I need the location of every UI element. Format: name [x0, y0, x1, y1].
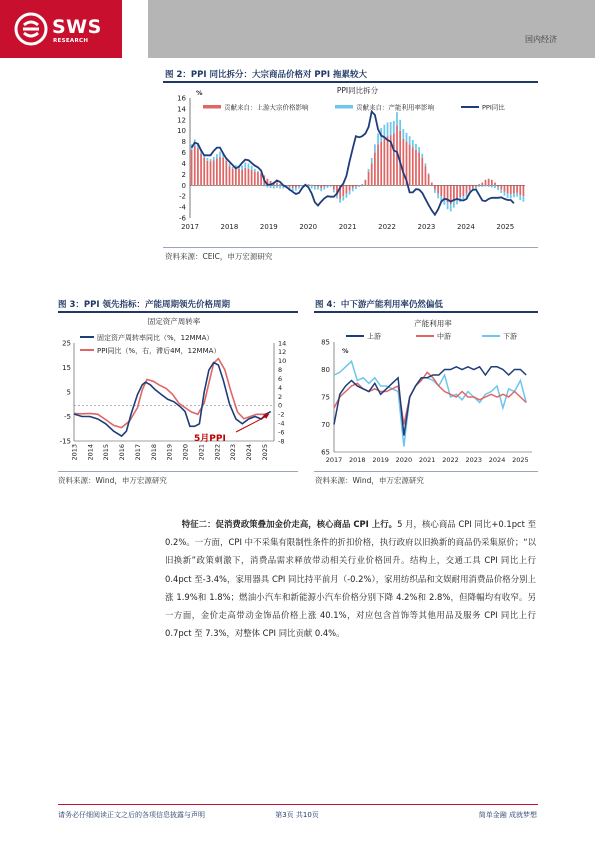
fig2-bar-capacity — [507, 193, 509, 197]
fig2-bar-capacity — [311, 185, 313, 188]
fig2-bar-upstream — [197, 148, 199, 185]
fig3-xtick-label: 2024 — [245, 444, 254, 461]
fig3-xtick-label: 2018 — [149, 444, 158, 461]
fig4-xtick-label: 2024 — [488, 456, 506, 464]
fig4-source: 资料来源：Wind，申万宏源研究 — [315, 476, 424, 485]
fig2-bar-upstream — [225, 161, 227, 186]
fig2-bar-capacity — [327, 186, 329, 188]
fig2-bar-upstream — [472, 185, 474, 188]
fig2-bar-upstream — [346, 185, 348, 193]
fig4-ytick-label: 75 — [321, 393, 330, 402]
fig3-ytick-right: 8 — [278, 366, 283, 375]
fig3-legend-turnover: 固定资产周转率同比（%，12MMA） — [97, 334, 214, 342]
fig2-bar-capacity — [393, 121, 395, 134]
fig2-bar-upstream — [497, 185, 499, 187]
fig2-ytick-label: -2 — [179, 192, 186, 201]
sws-logo-icon — [14, 12, 48, 46]
fig3-ytick-right: 6 — [278, 374, 283, 383]
fig4-chart — [314, 314, 538, 468]
fig2-bar-upstream — [311, 185, 313, 186]
fig2-bar-capacity — [425, 163, 427, 166]
fig2-bar-capacity — [270, 185, 272, 188]
fig2-bar-capacity — [453, 202, 455, 208]
fig3-xtick-label: 2021 — [197, 444, 206, 461]
fig2-legend-capacity: 贡献来自：产能利用率影响 — [356, 103, 434, 112]
fig2-bar-capacity — [481, 185, 483, 187]
fig2-bar-upstream — [466, 185, 468, 193]
fig4-xtick-label: 2020 — [395, 456, 413, 464]
fig2-xtick-label: 2017 — [181, 223, 199, 231]
fig3-ytick-left: 15 — [62, 364, 71, 372]
fig2-bar-capacity — [314, 186, 316, 189]
fig2-bar-upstream — [421, 158, 423, 185]
fig2-bar-capacity — [390, 122, 392, 135]
fig4-xtick-label: 2017 — [325, 456, 343, 464]
fig2-bar-upstream — [415, 150, 417, 185]
fig2-bar-capacity — [352, 188, 354, 191]
fig2-bar-upstream — [317, 185, 319, 187]
fig4-caption: 图 4：中下游产能利用率仍然偏低 — [315, 300, 443, 310]
fig3-ytick-right: 10 — [278, 357, 287, 366]
fig2-bar-capacity — [267, 185, 269, 187]
fig2-bar-upstream — [425, 166, 427, 185]
fig2-bar-capacity — [488, 185, 490, 187]
fig3-ytick-left: 25 — [62, 339, 71, 348]
fig2-bar-upstream — [349, 185, 351, 190]
fig2-bar-upstream — [295, 185, 297, 187]
fig4-xtick-label: 2022 — [442, 456, 459, 464]
fig2-bar-capacity — [361, 185, 363, 186]
fig3-ytick-right: -8 — [278, 437, 285, 446]
fig2-bar-upstream — [519, 185, 521, 195]
fig3-xtick-label: 2017 — [133, 444, 142, 461]
fig3-ytick-left: -15 — [59, 437, 71, 446]
fig2-bar-upstream — [481, 183, 483, 186]
fig4-xtick-label: 2025 — [512, 456, 529, 464]
fig4-xtick-label: 2019 — [372, 456, 389, 464]
paragraph-body: 5 月，核心商品 CPI 同比+0.1pct 至 0.2%。一方面，CPI 中不采集有限制性条件的折扣价格，执行政府以旧换新的商品仍采集原价；“以旧换新”政策刺激下，消费品需求释放带动相关行业价格回升。结构上，交通工具 CPI 同比上行 0.4pct 至-3.4%，家用器具 CPI 同比持平前月（-0.2%），家用纺织品和文娱耐用消费品价格分别上涨 1.9%和 1.8%；燃油小汽车和新能源小汽车价格分别下降 4.2%和 2.8%，但降幅均有收窄。另一方面，金价走高带动金饰品价格上涨 40.1%，对应包含首饰等其他用品及服务 CPI 同比上行 0.7pct 至 7.3%，对整体 CPI 同比贡献 0.4%。 — [165, 519, 536, 639]
fig4-xtick-label: 2018 — [349, 456, 366, 464]
fig2-bar-upstream — [289, 185, 291, 187]
fig2-caption: 图 2：PPI 同比拆分：大宗商品价格对 PPI 拖累较大 — [165, 70, 367, 80]
fig2-bar-upstream — [456, 185, 458, 199]
fig3-xtick-label: 2019 — [165, 444, 174, 461]
fig2-bar-capacity — [358, 185, 360, 187]
header-gray-bar — [148, 0, 595, 58]
fig2-bar-capacity — [434, 190, 436, 193]
fig2-bar-upstream — [434, 185, 436, 189]
fig2-bar-capacity — [216, 154, 218, 158]
fig2-bar-upstream — [213, 160, 215, 185]
fig3-xtick-label: 2016 — [118, 444, 127, 461]
fig2-bar-upstream — [374, 153, 376, 186]
fig2-bar-upstream — [292, 185, 294, 188]
fig2-bar-capacity — [516, 193, 518, 197]
fig2-bar-capacity — [402, 129, 404, 139]
fig2-bar-upstream — [276, 183, 278, 186]
fig2-bar-capacity — [241, 166, 243, 170]
fig3-ytick-right: -4 — [278, 419, 285, 428]
fig2-bar-upstream — [523, 185, 525, 196]
fig2-bar-upstream — [418, 153, 420, 186]
fig3-line-turnover — [74, 363, 271, 437]
fig3-xtick-label: 2014 — [86, 444, 95, 461]
fig2-bar-upstream — [504, 185, 506, 192]
fig3-xtick-label: 2015 — [102, 444, 111, 461]
fig2-bar-upstream — [342, 185, 344, 196]
fig2-bar-capacity — [412, 140, 414, 147]
fig2-bar-capacity — [336, 195, 338, 198]
fig3-chart — [58, 314, 298, 468]
fig2-bar-upstream — [513, 185, 515, 193]
fig2-bar-upstream — [216, 159, 218, 186]
fig2-bar-capacity — [478, 185, 480, 187]
fig2-xtick-label: 2019 — [259, 223, 278, 231]
fig2-bar-capacity — [346, 193, 348, 197]
fig2-bar-capacity — [219, 151, 221, 156]
fig2-bar-capacity — [248, 163, 250, 168]
fig3-xtick-label: 2023 — [229, 444, 238, 461]
fig2-bar-capacity — [317, 187, 319, 190]
fig3-xtick-label: 2020 — [181, 444, 190, 461]
fig2-chart-title: PPI同比拆分 — [336, 86, 379, 95]
fig4-ytick-label: 80 — [321, 366, 330, 374]
fig2-bar-upstream — [469, 185, 471, 190]
fig2-ytick-label: -6 — [179, 214, 186, 223]
fig2-bar-upstream — [488, 179, 490, 186]
fig2-ytick-label: 4 — [181, 159, 186, 168]
fig4-xtick-label: 2023 — [465, 456, 483, 464]
fig2-bar-upstream — [203, 158, 205, 185]
fig2-ytick-label: 10 — [177, 127, 186, 136]
fig4-ytick-label: 70 — [321, 421, 330, 429]
fig3-ytick-right: 2 — [278, 392, 283, 401]
fig2-bar-upstream — [355, 185, 357, 186]
fig2-bar-upstream — [251, 170, 253, 185]
fig2-bar-capacity — [485, 185, 487, 186]
fig2-bar-capacity — [213, 157, 215, 160]
fig2-bar-upstream — [210, 161, 212, 185]
fig2-bar-capacity — [450, 204, 452, 211]
fig3-ytick-right: -6 — [278, 428, 285, 437]
fig2-source: 资料来源：CEIC，申万宏源研究 — [165, 252, 273, 261]
fig3-xtick-label: 2013 — [70, 444, 79, 461]
fig2-bar-capacity — [232, 167, 234, 169]
fig2-bar-upstream — [248, 169, 250, 185]
fig2-bar-upstream — [219, 157, 221, 185]
fig2-bar-capacity — [371, 158, 373, 163]
fig2-bar-upstream — [238, 169, 240, 185]
fig2-legend-upstream: 贡献来自：上游大宗价格影响 — [224, 103, 309, 112]
footer-disclaimer: 请务必仔细阅读正文之后的各项信息披露与声明 — [58, 811, 205, 819]
fig2-bar-capacity — [333, 190, 335, 193]
fig2-bar-upstream — [377, 144, 379, 185]
fig2-bar-capacity — [428, 173, 430, 174]
fig2-bar-capacity — [447, 203, 449, 210]
fig2-bar-capacity — [210, 159, 212, 161]
fig2-bar-upstream — [308, 184, 310, 185]
fig2-bar-upstream — [428, 174, 430, 185]
fig2-legend-swatch-capacity — [335, 105, 353, 109]
logo-text: SWS — [52, 16, 102, 38]
fig3-ytick-right: -2 — [278, 410, 285, 419]
fig2-bar-upstream — [235, 168, 237, 185]
fig4-ytick-label: 85 — [321, 338, 330, 347]
fig2-bar-upstream — [323, 185, 325, 187]
fig3-ytick-right: 12 — [278, 348, 287, 357]
fig2-legend-ppi: PPI同比 — [482, 103, 505, 112]
fig2-bar-upstream — [320, 185, 322, 188]
fig2-bar-upstream — [393, 133, 395, 185]
fig2-bar-capacity — [323, 187, 325, 190]
fig2-bar-upstream — [516, 185, 518, 193]
fig2-bar-upstream — [298, 185, 300, 186]
fig2-bar-capacity — [523, 196, 525, 201]
fig2-bar-capacity — [349, 191, 351, 195]
fig2-bar-capacity — [295, 187, 297, 190]
fig2-xtick-label: 2020 — [299, 223, 318, 231]
fig3-legend-ppi: PPI同比（%，右，滞后4M，12MMA） — [97, 347, 221, 355]
fig2-bar-upstream — [222, 158, 224, 185]
fig2-bar-capacity — [374, 144, 376, 152]
fig2-bar-capacity — [409, 136, 411, 144]
fig2-bar-capacity — [437, 193, 439, 198]
fig2-bar-upstream — [485, 180, 487, 185]
fig4-ytick-label: 65 — [321, 448, 330, 457]
fig2-legend-swatch-upstream — [203, 105, 221, 109]
fig2-ytick-label: -4 — [179, 203, 186, 212]
fig2-bar-upstream — [229, 166, 231, 185]
fig4-xtick-label: 2021 — [418, 456, 436, 464]
fig2-bar-upstream — [402, 139, 404, 185]
fig2-unit-label: % — [196, 89, 203, 97]
fig3-ytick-left: 5 — [66, 388, 71, 397]
fig2-bar-upstream — [207, 161, 209, 186]
fig4-unit-label: % — [342, 347, 349, 355]
fig2-bar-upstream — [241, 170, 243, 185]
fig2-bar-upstream — [365, 180, 367, 185]
fig2-xtick-label: 2025 — [496, 223, 515, 231]
fig2-ytick-label: 0 — [181, 181, 186, 190]
fig3-chart-title: 固定资产周转率 — [147, 317, 201, 326]
fig2-bar-upstream — [494, 183, 496, 186]
fig2-bar-upstream — [507, 185, 509, 193]
fig2-bar-capacity — [497, 187, 499, 190]
fig2-bar-upstream — [412, 147, 414, 185]
fig3-ytick-right: 14 — [278, 339, 287, 348]
fig2-bar-upstream — [368, 172, 370, 186]
fig2-xtick-label: 2018 — [220, 223, 239, 231]
fig3-xtick-label: 2025 — [260, 444, 269, 461]
fig2-ytick-label: 12 — [177, 116, 186, 125]
logo-subtext: RESEARCH — [53, 38, 89, 44]
fig2-bar-upstream — [409, 144, 411, 185]
fig2-bar-upstream — [314, 185, 316, 186]
fig2-bar-capacity — [330, 185, 332, 187]
fig2-bar-capacity — [298, 186, 300, 188]
fig2-bar-upstream — [200, 154, 202, 186]
section-label: 国内经济 — [525, 35, 557, 44]
fig2-bar-upstream — [500, 185, 502, 189]
fig2-ytick-label: 8 — [181, 138, 186, 147]
fig2-bar-upstream — [437, 185, 439, 193]
fig2-bar-upstream — [191, 150, 193, 185]
fig2-bar-capacity — [500, 190, 502, 193]
fig2-ytick-label: 16 — [177, 94, 186, 103]
fig2-bar-capacity — [251, 166, 253, 170]
fig2-bar-capacity — [510, 194, 512, 198]
fig2-bar-upstream — [232, 169, 234, 185]
fig2-bar-upstream — [361, 184, 363, 185]
fig2-bar-upstream — [491, 180, 493, 185]
fig2-xtick-label: 2021 — [338, 223, 357, 231]
fig2-bar-capacity — [418, 147, 420, 152]
fig2-bar-upstream — [244, 168, 246, 185]
body-paragraph — [165, 515, 536, 642]
fig2-bar-capacity — [406, 133, 408, 142]
fig2-bar-capacity — [377, 133, 379, 144]
fig2-bar-upstream — [459, 185, 461, 197]
fig2-ytick-label: 6 — [181, 149, 186, 158]
fig3-annotation: 5月PPI — [194, 434, 226, 444]
fig2-xtick-label: 2023 — [417, 223, 436, 231]
fig3-line-ppi — [74, 359, 269, 428]
fig2-bar-capacity — [244, 162, 246, 167]
fig2-ytick-label: 14 — [177, 105, 186, 114]
fig2-bar-capacity — [387, 123, 389, 137]
fig2-bar-capacity — [273, 185, 275, 188]
fig2-bar-upstream — [352, 185, 354, 188]
fig2-xtick-label: 2022 — [378, 223, 396, 231]
fig2-bar-upstream — [254, 172, 256, 186]
fig2-bar-upstream — [327, 185, 329, 186]
fig2-bar-capacity — [207, 158, 209, 161]
fig2-bar-upstream — [387, 136, 389, 185]
fig2-bar-capacity — [399, 120, 401, 131]
fig2-bar-capacity — [339, 199, 341, 203]
fig2-bar-upstream — [333, 185, 335, 189]
fig2-bar-upstream — [383, 139, 385, 185]
fig2-bar-upstream — [444, 185, 446, 199]
fig2-xtick-label: 2024 — [456, 223, 475, 231]
fig2-bar-upstream — [463, 185, 465, 196]
fig2-bar-capacity — [504, 192, 506, 196]
fig3-source: 资料来源：Wind，申万宏源研究 — [58, 476, 167, 485]
fig4-legend-label-0: 上游 — [367, 332, 381, 341]
fig2-bar-capacity — [263, 185, 265, 186]
fig2-ytick-label: 2 — [181, 170, 186, 179]
fig2-bar-upstream — [510, 185, 512, 194]
fig2-bar-capacity — [415, 144, 417, 150]
fig2-line-ppi — [192, 112, 514, 215]
fig2-bar-capacity — [320, 188, 322, 191]
page-header — [0, 0, 595, 58]
fig2-chart — [163, 84, 538, 244]
fig2-bar-capacity — [257, 171, 259, 172]
fig2-bar-upstream — [371, 163, 373, 185]
fig3-ytick-right: 4 — [278, 383, 283, 392]
footer-slogan: 简单金融 成就梦想 — [478, 811, 537, 819]
fig3-xtick-label: 2022 — [213, 444, 222, 461]
fig2-bar-upstream — [194, 146, 196, 185]
fig2-bar-capacity — [494, 185, 496, 188]
fig2-bar-upstream — [279, 184, 281, 185]
paragraph-lead: 特征二：促消费政策叠加金价走高，核心商品 CPI 上行。 — [181, 519, 398, 529]
fig2-bar-upstream — [478, 184, 480, 185]
fig2-bar-capacity — [276, 185, 278, 188]
fig2-bar-upstream — [257, 172, 259, 185]
fig3-caption: 图 3：PPI 领先指标：产能周期领先价格周期 — [58, 300, 230, 310]
footer-page-number: 第3页 共10页 — [275, 811, 319, 819]
fig2-bar-capacity — [229, 163, 231, 166]
fig4-legend-label-1: 中游 — [437, 332, 451, 341]
fig2-bar-upstream — [431, 183, 433, 186]
fig2-bar-capacity — [513, 193, 515, 197]
fig2-bar-capacity — [355, 186, 357, 189]
fig2-bar-capacity — [368, 169, 370, 172]
fig2-bar-capacity — [279, 185, 281, 188]
fig3-ytick-right: 0 — [278, 401, 283, 410]
fig4-legend-label-2: 下游 — [503, 332, 517, 341]
fig2-bar-upstream — [475, 185, 477, 187]
fig4-line-1 — [334, 372, 526, 424]
fig2-bar-capacity — [431, 185, 433, 186]
fig2-bar-capacity — [491, 185, 493, 187]
fig2-bar-capacity — [519, 195, 521, 200]
fig2-bar-upstream — [380, 142, 382, 186]
fig2-bar-upstream — [440, 185, 442, 196]
fig2-bar-capacity — [396, 112, 398, 125]
fig2-bar-capacity — [254, 169, 256, 172]
fig2-bar-capacity — [342, 196, 344, 200]
fig2-bar-capacity — [421, 154, 423, 158]
fig4-chart-title: 产能利用率 — [414, 319, 452, 328]
fig3-ytick-left: -5 — [64, 413, 71, 421]
